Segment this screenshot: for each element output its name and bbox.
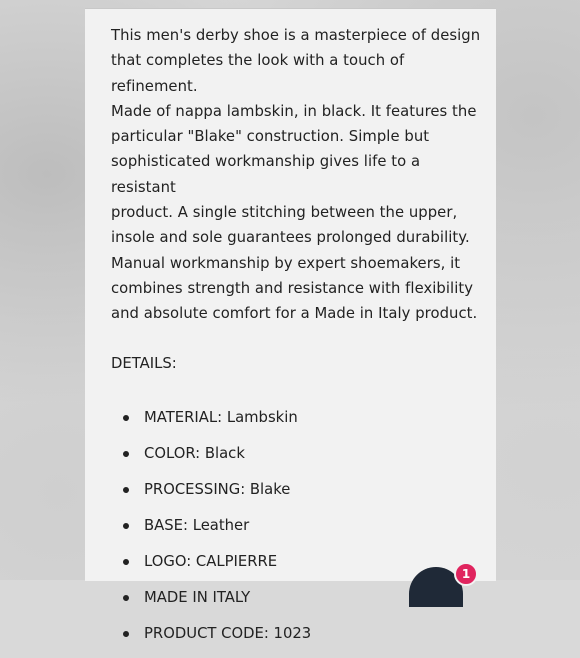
bullet-icon bbox=[123, 523, 129, 529]
bullet-icon bbox=[123, 559, 129, 565]
details-list bbox=[111, 405, 483, 647]
details-item-text: BASE: Leather bbox=[144, 517, 250, 535]
description-line: sophisticated workmanship gives life to a resistant bbox=[111, 153, 421, 196]
description-line: This men's derby shoe is a masterpiece of design bbox=[111, 27, 481, 44]
bullet-icon bbox=[123, 451, 129, 457]
product-description-panel bbox=[85, 8, 496, 643]
details-item-text: PRODUCT CODE: 1023 bbox=[144, 625, 312, 643]
description-line: particular "Blake" construction. Simple but bbox=[111, 128, 430, 146]
details-heading: DETAILS: bbox=[111, 354, 177, 372]
chat-notification-badge: 1 bbox=[454, 562, 478, 586]
bullet-icon bbox=[123, 415, 129, 421]
description-line: and absolute comfort for a Made in Italy product. bbox=[111, 305, 478, 323]
details-item-text: COLOR: Black bbox=[144, 444, 245, 462]
bullet-icon bbox=[123, 595, 129, 601]
details-item-text: LOGO: CALPIERRE bbox=[144, 553, 278, 571]
details-item-text: PROCESSING: Blake bbox=[144, 481, 291, 499]
product-description-text bbox=[111, 23, 483, 327]
product-description-content bbox=[111, 23, 483, 658]
bullet-icon bbox=[123, 631, 129, 637]
details-item-base bbox=[111, 513, 483, 538]
description-line: Manual workmanship by expert shoemakers, it bbox=[111, 254, 461, 272]
details-item-processing bbox=[111, 477, 483, 502]
description-line: insole and sole guarantees prolonged durability. bbox=[111, 229, 470, 247]
description-line: that completes the look with a touch of refinement. bbox=[111, 52, 405, 95]
details-item-product-code bbox=[111, 621, 483, 646]
bullet-icon bbox=[123, 487, 129, 493]
details-item-text: MATERIAL: Lambskin bbox=[144, 408, 298, 426]
description-line: combines strength and resistance with flexibility bbox=[111, 279, 474, 297]
details-item-color bbox=[111, 441, 483, 466]
details-item-text: MADE IN ITALY bbox=[144, 589, 251, 607]
details-item-material bbox=[111, 405, 483, 430]
description-line: Made of nappa lambskin, in black. It features the bbox=[111, 102, 477, 120]
description-line: product. A single stitching between the upper, bbox=[111, 204, 458, 222]
